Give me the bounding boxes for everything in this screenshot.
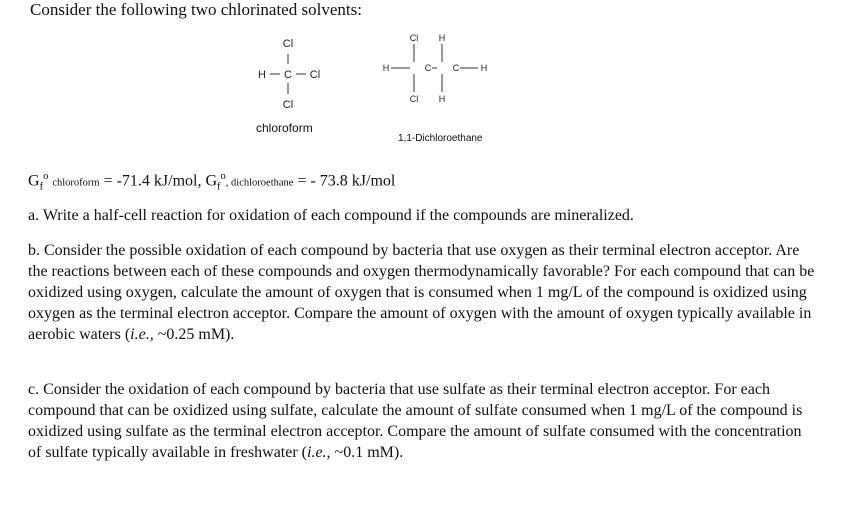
question-b-text: b. Consider the possible oxidation of each compound by bacteria that use oxygen as their terminal electron acceptor. Are the reactions between each of these compounds and oxygen thermodynamically favorable? For each compound that can be oxidized using oxygen, calculate the amount of oxygen that is consumed when 1 mg/L of the compound is oxidized using oxygen as the terminal electron acceptor. Compare the amount of oxygen with the amount of oxygen typically available in aerobic waters (	[28, 242, 815, 343]
dichloroethane-caption: 1,1-Dichloroethane	[398, 133, 483, 144]
gibbs-sub2: , dichloroethane	[225, 177, 294, 189]
gibbs-value2: = - 73.8 kJ/mol	[297, 172, 396, 190]
intro-text: Consider the following two chlorinated solvents:	[30, 0, 362, 19]
structure-diagrams	[0, 0, 841, 170]
dichloroethane-structure	[383, 33, 488, 104]
gibbs-g2: G	[205, 172, 218, 190]
question-b-end: ~0.25 mM).	[153, 326, 235, 343]
question-c	[28, 379, 818, 463]
chloroform-atom-center: C	[284, 69, 292, 81]
gibbs-value1: = -71.4 kJ/mol,	[99, 172, 206, 190]
gibbs-o2: o	[220, 171, 226, 182]
gibbs-g1: G	[28, 172, 40, 190]
question-c-ie: i.e.,	[307, 444, 331, 461]
dce-atom-left: H	[382, 63, 390, 73]
question-c-text: c. Consider the oxidation of each compound by bacteria that use sulfate as their terminal electron acceptor. For each compound that can be oxidized using sulfate, calculate the amount of sulfate consumed when 1 mg/L of the compound is oxidized using sulfate as the terminal electron acceptor. Compare the amount of sulfate consumed with the concentration of sulfate typically available in freshwater (	[28, 381, 803, 461]
chloroform-structure	[258, 38, 320, 111]
chloroform-atom-top: Cl	[282, 38, 294, 50]
question-b-ie: i.e.,	[130, 326, 154, 343]
gibbs-energy-line	[28, 171, 395, 193]
question-c-end: ~0.1 mM).	[330, 444, 404, 461]
question-b	[28, 240, 818, 345]
dce-c2-bottom: H	[438, 94, 446, 104]
gibbs-f1: f	[39, 181, 44, 193]
dce-c2-top: H	[438, 33, 446, 43]
chloroform-atom-left: H	[258, 69, 266, 81]
dce-atom-right: H	[480, 63, 488, 73]
chloroform-atom-bottom: Cl	[282, 99, 294, 111]
dce-atom-c2: C	[452, 63, 460, 73]
chloroform-atom-right: Cl	[309, 69, 321, 81]
question-a: a. Write a half-cell reaction for oxidation of each compound if the compounds are mineralized.	[28, 207, 634, 224]
dce-c1-top: Cl	[409, 33, 419, 43]
dce-c1-bottom: Cl	[409, 94, 419, 104]
chloroform-caption: chloroform	[256, 121, 313, 135]
gibbs-f2: f	[217, 181, 221, 193]
dce-atom-c1: C	[424, 63, 432, 73]
gibbs-sub1: chloroform	[52, 177, 100, 189]
gibbs-o1: o	[43, 171, 49, 182]
